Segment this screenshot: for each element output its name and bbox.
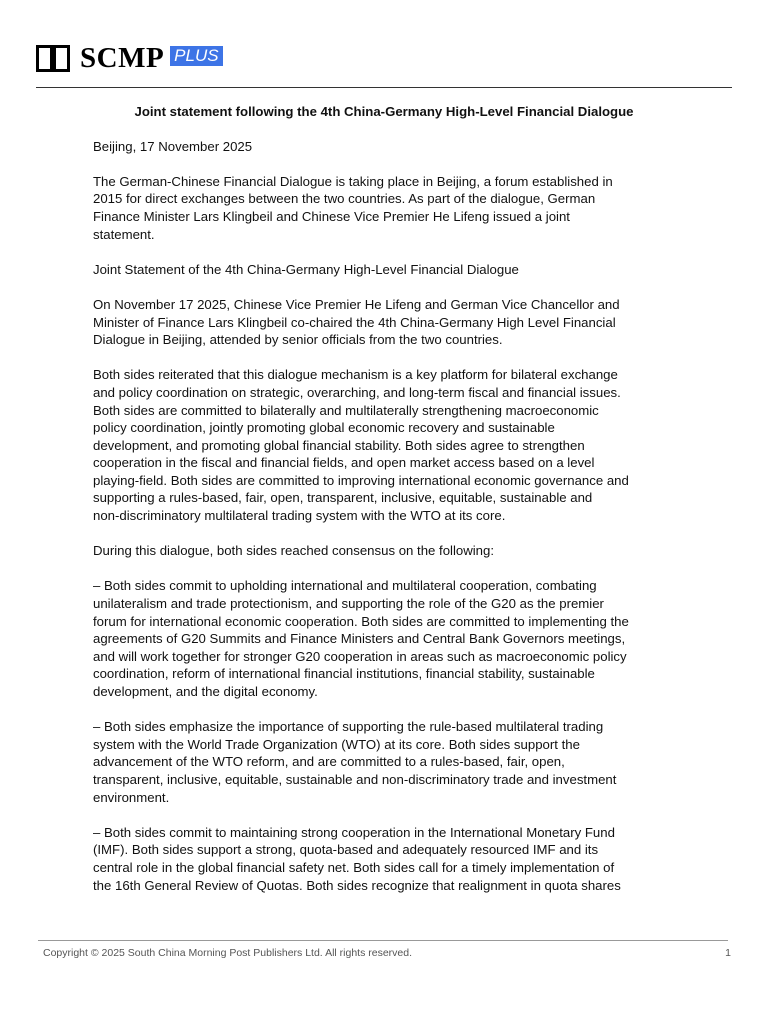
- document-title: Joint statement following the 4th China-Germany High-Level Financial Dialogue: [134, 104, 634, 119]
- paragraph: The German-Chinese Financial Dialogue is taking place in Beijing, a forum established in 2015 for direct exchanges between the two countries. As part of the dialogue, German Finance Minister Lars Klingbeil and Chinese Vice Premier He Lifeng issued a joint statement.: [93, 173, 613, 242]
- dateline: Beijing, 17 November 2025: [93, 138, 253, 154]
- logo-wordmark: SCMP: [80, 42, 165, 74]
- footer-divider: [38, 940, 728, 941]
- footer-copyright: Copyright © 2025 South China Morning Post Publishers Ltd. All rights reserved.: [43, 947, 413, 959]
- paragraph: During this dialogue, both sides reached consensus on the following:: [93, 543, 495, 559]
- paragraph: Both sides reiterated that this dialogue mechanism is a key platform for bilateral exchange and policy coordination on strategic, overarching, and long-term fiscal and financial issues. Both sides are committed to bilaterally and multilaterally strengthening macroeconomic policy coordination, jointly promoting global economic recovery and sustainable development, and promoting global financial stability. Both sides agree to strengthen cooperation in the fiscal and financial fields, and open market access based on a level playing-field. Both sides are committed to improving international economic governance and supporting a rules-based, fair, open, transparent, inclusive, equitable, sustainable and non-discriminatory multilateral trading system with the WTO at its core.: [93, 367, 629, 524]
- bullet-paragraph: – Both sides commit to maintaining strong cooperation in the International Monetary Fund (IMF). Both sides support a strong, quota-based and adequately resourced IMF and its central role in the global financial safety net. Both sides call for a timely implementation of the 16th General Review of Quotas. Both sides recognize that realignment in quota shares: [93, 824, 621, 893]
- bullet-paragraph: – Both sides commit to upholding international and multilateral cooperation, combating unilateralism and trade protectionism, and supporting the role of the G20 as the premier forum for international economic cooperation. Both sides are committed to implementing the agreements of G20 Summits and Finance Ministers and Central Bank Governors meetings, and will work together for stronger G20 cooperation in areas such as macroeconomic policy coordination, reform of international financial institutions, financial stability, sustainable development, and the digital economy.: [93, 578, 629, 699]
- paragraph: On November 17 2025, Chinese Vice Premier He Lifeng and German Vice Chancellor and Minister of Finance Lars Klingbeil co-chaired the 4th China-Germany High Level Financial Dialogue in Beijing, attended by senior officials from the two countries.: [93, 296, 620, 348]
- bullet-paragraph: – Both sides emphasize the importance of supporting the rule-based multilateral trading system with the World Trade Organization (WTO) at its core. Both sides support the advancement of the WTO reform, and are committed to a rules-based, fair, open, transparent, inclusive, equitable, sustainable and non-discriminatory trade and investment environment.: [93, 719, 617, 805]
- logo-plus-badge: PLUS: [170, 46, 222, 66]
- section-heading: Joint Statement of the 4th China-Germany High-Level Financial Dialogue: [93, 261, 519, 277]
- masthead: [36, 42, 223, 74]
- page-number: 1: [725, 947, 731, 959]
- book-icon: [36, 45, 70, 72]
- document-body: [93, 103, 675, 912]
- header-divider: [36, 87, 732, 88]
